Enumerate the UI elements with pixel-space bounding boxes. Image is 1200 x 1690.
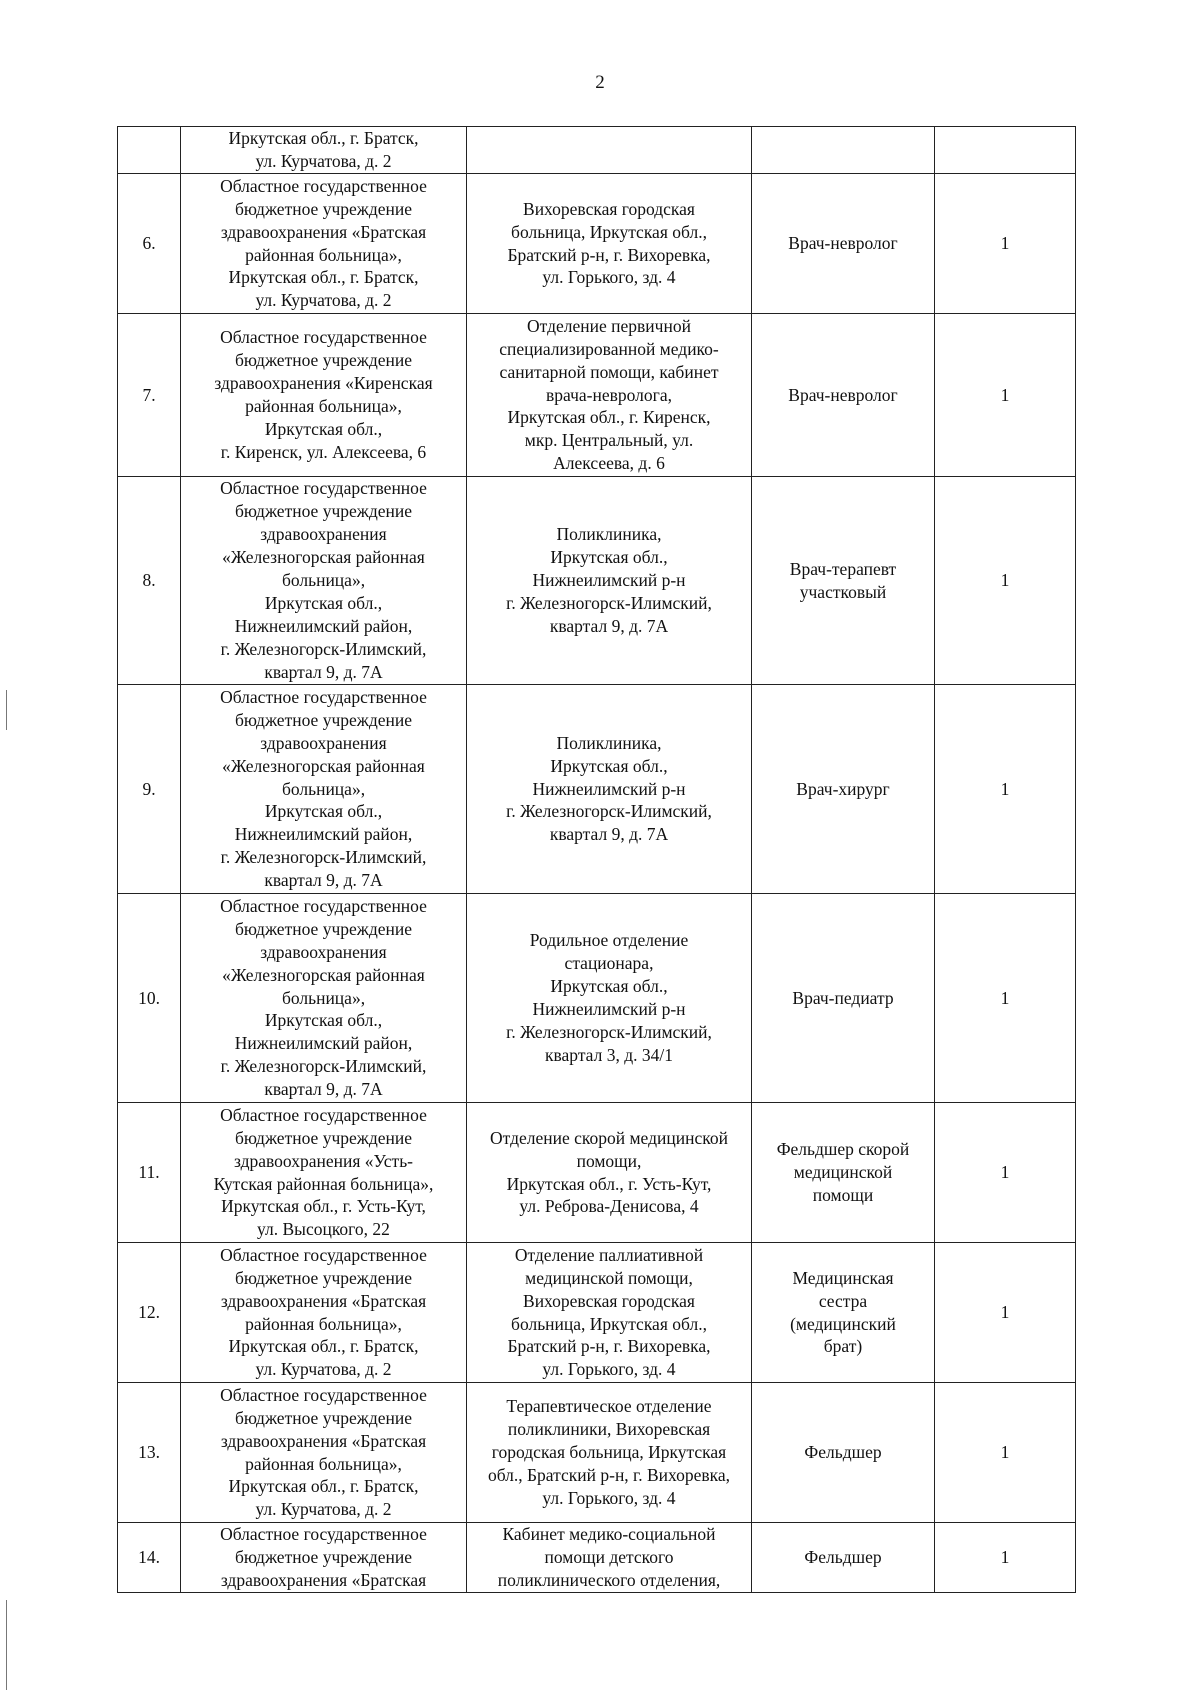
row-number: 9. xyxy=(118,685,181,894)
position-cell: Врач-невролог xyxy=(752,174,935,314)
department-cell: Кабинет медико-социальной помощи детского поликлинического отделения, xyxy=(467,1523,752,1593)
table-row xyxy=(118,1523,1076,1593)
table-row xyxy=(118,314,1076,477)
vacancy-table xyxy=(117,126,1076,1593)
quantity-cell: 1 xyxy=(935,894,1076,1103)
row-number: 12. xyxy=(118,1243,181,1383)
department-cell: Отделение паллиативной медицинской помощи, Вихоревская городская больница, Иркутская обл., Братский р-н, г. Вихоревка, ул. Горького, зд. 4 xyxy=(467,1243,752,1383)
quantity-cell: 1 xyxy=(935,1523,1076,1593)
table-row xyxy=(118,127,1076,174)
quantity-cell: 1 xyxy=(935,1103,1076,1243)
page-number: 2 xyxy=(595,72,605,93)
department-cell: Поликлиника, Иркутская обл., Нижнеилимский р-н г. Железногорск-Илимский, квартал 9, д. 7А xyxy=(467,685,752,894)
position-cell: Медицинская сестра (медицинский брат) xyxy=(752,1243,935,1383)
organization-cell: Областное государственное бюджетное учреждение здравоохранения «Братская xyxy=(181,1523,467,1593)
quantity-cell: 1 xyxy=(935,685,1076,894)
organization-cell: Иркутская обл., г. Братск, ул. Курчатова, д. 2 xyxy=(181,127,467,174)
position-cell: Врач-невролог xyxy=(752,314,935,477)
organization-cell: Областное государственное бюджетное учреждение здравоохранения «Железногорская районная больница», Иркутская обл., Нижнеилимский район, г. Железногорск-Илимский, квартал 9, д. 7А xyxy=(181,894,467,1103)
organization-cell: Областное государственное бюджетное учреждение здравоохранения «Братская районная больница», Иркутская обл., г. Братск, ул. Курчатова, д. 2 xyxy=(181,1383,467,1523)
quantity-cell: 1 xyxy=(935,314,1076,477)
position-cell xyxy=(752,127,935,174)
organization-cell: Областное государственное бюджетное учреждение здравоохранения «Братская районная больница», Иркутская обл., г. Братск, ул. Курчатова, д. 2 xyxy=(181,1243,467,1383)
position-cell: Фельдшер скорой медицинской помощи xyxy=(752,1103,935,1243)
table-row xyxy=(118,174,1076,314)
row-number: 8. xyxy=(118,477,181,685)
row-number: 14. xyxy=(118,1523,181,1593)
department-cell: Вихоревская городская больница, Иркутская обл., Братский р-н, г. Вихоревка, ул. Горького, зд. 4 xyxy=(467,174,752,314)
organization-cell: Областное государственное бюджетное учреждение здравоохранения «Братская районная больница», Иркутская обл., г. Братск, ул. Курчатова, д. 2 xyxy=(181,174,467,314)
table-row xyxy=(118,894,1076,1103)
position-cell: Врач-хирург xyxy=(752,685,935,894)
table-row xyxy=(118,477,1076,685)
organization-cell: Областное государственное бюджетное учреждение здравоохранения «Железногорская районная больница», Иркутская обл., Нижнеилимский район, г. Железногорск-Илимский, квартал 9, д. 7А xyxy=(181,685,467,894)
quantity-cell: 1 xyxy=(935,477,1076,685)
row-number: 7. xyxy=(118,314,181,477)
table-row xyxy=(118,1103,1076,1243)
department-cell: Родильное отделение стационара, Иркутская обл., Нижнеилимский р-н г. Железногорск-Илимский, квартал 3, д. 34/1 xyxy=(467,894,752,1103)
row-number: 11. xyxy=(118,1103,181,1243)
position-cell: Врач-педиатр xyxy=(752,894,935,1103)
position-cell: Врач-терапевт участковый xyxy=(752,477,935,685)
department-cell: Поликлиника, Иркутская обл., Нижнеилимский р-н г. Железногорск-Илимский, квартал 9, д. 7А xyxy=(467,477,752,685)
scan-margin-mark xyxy=(6,690,7,730)
table-row xyxy=(118,1383,1076,1523)
organization-cell: Областное государственное бюджетное учреждение здравоохранения «Усть- Кутская районная больница», Иркутская обл., г. Усть-Кут, ул. Высоцкого, 22 xyxy=(181,1103,467,1243)
quantity-cell xyxy=(935,127,1076,174)
quantity-cell: 1 xyxy=(935,1243,1076,1383)
department-cell: Отделение скорой медицинской помощи, Иркутская обл., г. Усть-Кут, ул. Реброва-Денисова, 4 xyxy=(467,1103,752,1243)
table-row xyxy=(118,685,1076,894)
position-cell: Фельдшер xyxy=(752,1523,935,1593)
row-number: 13. xyxy=(118,1383,181,1523)
row-number: 10. xyxy=(118,894,181,1103)
organization-cell: Областное государственное бюджетное учреждение здравоохранения «Киренская районная больница», Иркутская обл., г. Киренск, ул. Алексеева, 6 xyxy=(181,314,467,477)
quantity-cell: 1 xyxy=(935,1383,1076,1523)
row-number: 6. xyxy=(118,174,181,314)
organization-cell: Областное государственное бюджетное учреждение здравоохранения «Железногорская районная больница», Иркутская обл., Нижнеилимский район, г. Железногорск-Илимский, квартал 9, д. 7А xyxy=(181,477,467,685)
scan-margin-mark xyxy=(6,1600,7,1690)
table-row xyxy=(118,1243,1076,1383)
department-cell: Отделение первичной специализированной медико- санитарной помощи, кабинет врача-невролога, Иркутская обл., г. Киренск, мкр. Центральный, ул. Алексеева, д. 6 xyxy=(467,314,752,477)
department-cell: Терапевтическое отделение поликлиники, Вихоревская городская больница, Иркутская обл., Братский р-н, г. Вихоревка, ул. Горького, зд. 4 xyxy=(467,1383,752,1523)
position-cell: Фельдшер xyxy=(752,1383,935,1523)
department-cell xyxy=(467,127,752,174)
quantity-cell: 1 xyxy=(935,174,1076,314)
row-number xyxy=(118,127,181,174)
